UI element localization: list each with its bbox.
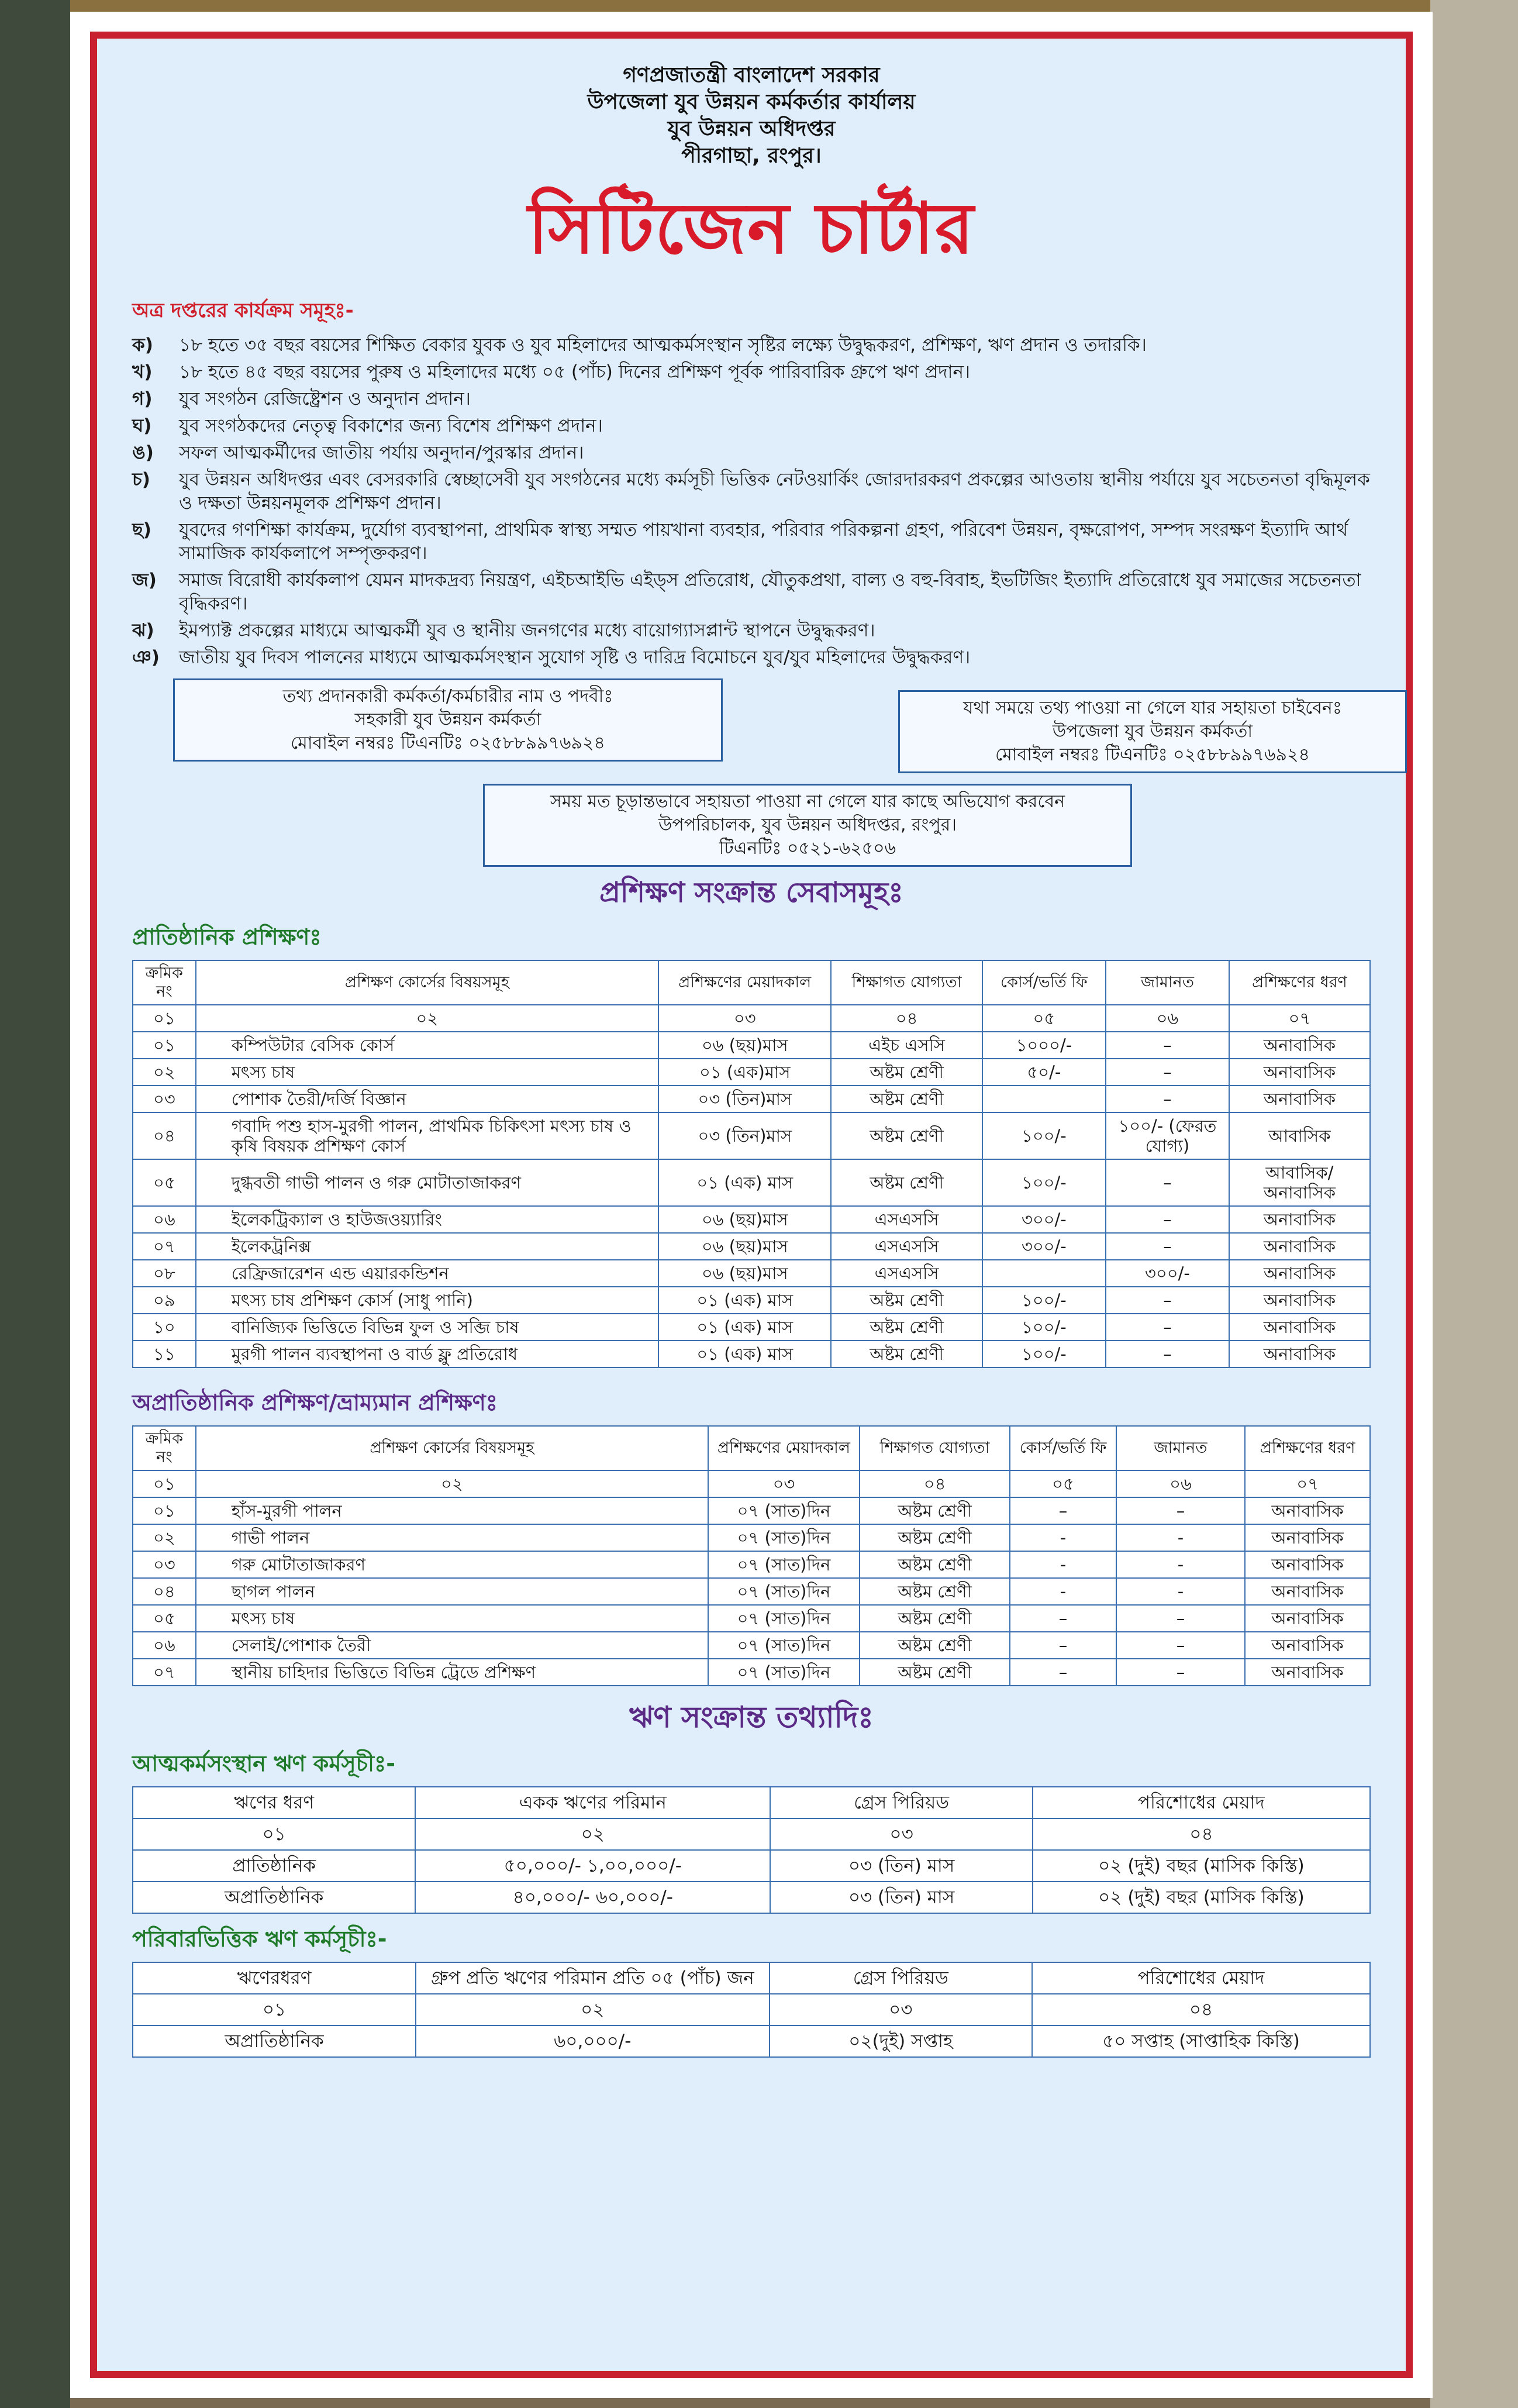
- assistance-line-2: উপজেলা যুব উন্নয়ন কর্মকর্তা: [1052, 721, 1253, 742]
- table-cell: পোশাক তৈরী/দর্জি বিজ্ঞান: [196, 1086, 658, 1112]
- activity-text: ১৮ হতে ৩৫ বছর বয়সের শিক্ষিত বেকার যুবক ও যুব মহিলাদের আত্মকর্মসংস্থান সৃষ্টির লক্ষ্যে উদ্বুদ্ধকরণ, প্রশিক্ষণ, ঋণ প্রদান ও তদারকি।: [179, 335, 1147, 356]
- activity-key: ঝ): [132, 620, 154, 641]
- table-cell: –: [1106, 1233, 1229, 1260]
- table-cell: ০২: [133, 1059, 196, 1086]
- info-officer-line-1: তথ্য প্রদানকারী কর্মকর্তা/কর্মচারীর নাম ও পদবীঃ: [282, 686, 613, 707]
- table-row: [133, 1112, 1370, 1159]
- table-cell: অনাবাসিক: [1229, 1260, 1370, 1287]
- table-cell: –: [1106, 1314, 1229, 1341]
- table-cell: অষ্টম শ্রেণী: [831, 1287, 982, 1314]
- self-employment-loan-table: [132, 1786, 1371, 1914]
- table-cell: ১০০/-: [982, 1341, 1106, 1367]
- table-cell: ০১ (এক) মাস: [658, 1314, 831, 1341]
- activity-item: [132, 360, 1371, 384]
- table-cell: অনাবাসিক: [1229, 1287, 1370, 1314]
- table-cell: –: [1106, 1159, 1229, 1206]
- activity-item: [132, 333, 1371, 357]
- table-header-row: [133, 1426, 1370, 1470]
- table-cell: ০১ (এক) মাস: [658, 1341, 831, 1367]
- table-cell: বানিজ্যিক ভিত্তিতে বিভিন্ন ফুল ও সব্জি চাষ: [196, 1314, 658, 1341]
- column-number: ০৩: [658, 1005, 831, 1032]
- activity-text: যুব সংগঠকদের নেতৃত্ব বিকাশের জন্য বিশেষ প্রশিক্ষণ প্রদান।: [179, 415, 603, 436]
- activities-heading: অত্র দপ্তরের কার্যক্রম সমূহঃ-: [132, 299, 354, 322]
- column-number-row: [133, 1994, 1370, 2025]
- wall-right-background: [1430, 0, 1518, 2408]
- column-header: ঋণের ধরণ: [133, 1787, 415, 1818]
- table-cell: মুরগী পালন ব্যবস্থাপনা ও বার্ড ফ্লু প্রতিরোধ: [196, 1341, 658, 1367]
- table-cell: -: [1010, 1551, 1116, 1578]
- table-cell: অনাবাসিক: [1229, 1314, 1370, 1341]
- table-cell: –: [1010, 1497, 1116, 1524]
- table-row: [133, 1605, 1370, 1632]
- header-line-2: উপজেলা যুব উন্নয়ন কর্মকর্তার কার্যালয়: [587, 90, 916, 114]
- table-cell: –: [1106, 1206, 1229, 1233]
- wall-left-background: [0, 0, 70, 2408]
- column-number: ০৪: [860, 1470, 1010, 1497]
- table-cell: ১০০/-: [982, 1112, 1106, 1159]
- table-cell: ০৭ (সাত)দিন: [708, 1659, 860, 1686]
- column-header: প্রশিক্ষণ কোর্সের বিষয়সমূহ: [196, 960, 658, 1005]
- table-row: [133, 1850, 1370, 1882]
- column-number: ০৩: [770, 1818, 1033, 1850]
- table-cell: এসএসসি: [831, 1206, 982, 1233]
- activity-item: [132, 414, 1371, 437]
- column-header: পরিশোধের মেয়াদ: [1032, 1962, 1370, 1994]
- table-cell: –: [1116, 1659, 1245, 1686]
- column-number: ০৫: [982, 1005, 1106, 1032]
- column-header: পরিশোধের মেয়াদ: [1033, 1787, 1370, 1818]
- family-loan-heading: পরিবারভিত্তিক ঋণ কর্মসূচীঃ-: [132, 1926, 387, 1952]
- table-header-row: [133, 960, 1370, 1005]
- activities-list: [132, 333, 1371, 669]
- table-cell: হাঁস-মুরগী পালন: [196, 1497, 708, 1524]
- column-number: ০২: [415, 1818, 770, 1850]
- activity-text: যুবদের গণশিক্ষা কার্যক্রম, দুর্যোগ ব্যবস্থাপনা, প্রাথমিক স্বাস্থ্য সম্মত পায়খানা ব্যবহার, পরিবার পরিকল্পনা গ্রহণ, পরিবেশ উন্নয়ন, বৃক্ষরোপণ, সম্পদ সংরক্ষণ ইত্যাদি আর্থ সামাজিক কার্যকলাপে সম্পৃক্তকরণ।: [179, 519, 1348, 564]
- table-cell: ১০: [133, 1314, 196, 1341]
- table-row: [133, 1524, 1370, 1551]
- info-officer-line-2: সহকারী যুব উন্নয়ন কর্মকর্তা: [354, 709, 541, 730]
- table-cell: আবাসিক/অনাবাসিক: [1229, 1159, 1370, 1206]
- table-row: [133, 1159, 1370, 1206]
- table-cell: [982, 1260, 1106, 1287]
- column-header: ক্রমিক নং: [133, 960, 196, 1005]
- table-cell: ১০০০/-: [982, 1032, 1106, 1059]
- table-cell: মৎস্য চাষ প্রশিক্ষণ কোর্স (সাধু পানি): [196, 1287, 658, 1314]
- column-number: ০৬: [1116, 1470, 1245, 1497]
- table-cell: ০৬ (ছয়)মাস: [658, 1233, 831, 1260]
- table-cell: সেলাই/পোশাক তৈরী: [196, 1632, 708, 1659]
- table-cell: অষ্টম শ্রেণী: [860, 1578, 1010, 1605]
- activity-text: সফল আত্মকর্মীদের জাতীয় পর্যায় অনুদান/পুরস্কার প্রদান।: [179, 442, 584, 463]
- column-header: শিক্ষাগত যোগ্যতা: [860, 1426, 1010, 1470]
- info-officer-line-3: মোবাইল নম্বরঃ টিএনটিঃ ০২৫৮৮৯৯৭৬৯২৪: [291, 733, 605, 753]
- table-cell: –: [1106, 1059, 1229, 1086]
- table-cell: ৪০,০০০/- ৬০,০০০/-: [415, 1882, 770, 1913]
- table-cell: গবাদি পশু হাস-মুরগী পালন, প্রাথমিক চিকিৎসা মৎস্য চাষ ও কৃষি বিষয়ক প্রশিক্ষণ কোর্স: [196, 1112, 658, 1159]
- table-cell: অষ্টম শ্রেণী: [831, 1314, 982, 1341]
- column-number: ০৪: [1032, 1994, 1370, 2025]
- column-number: ০২: [416, 1994, 770, 2025]
- table-cell: -: [1116, 1578, 1245, 1605]
- table-cell: –: [1010, 1632, 1116, 1659]
- table-cell: ০২ (দুই) বছর (মাসিক কিস্তি): [1033, 1882, 1370, 1913]
- table-row: [133, 1632, 1370, 1659]
- column-number: ০১: [133, 1818, 415, 1850]
- table-cell: ০৬: [133, 1206, 196, 1233]
- column-number: ০৪: [831, 1005, 982, 1032]
- table-cell: ০৭ (সাত)দিন: [708, 1578, 860, 1605]
- table-cell: ইলেকট্রনিক্স: [196, 1233, 658, 1260]
- column-number: ০৩: [770, 1994, 1032, 2025]
- table-cell: –: [1106, 1086, 1229, 1112]
- table-cell: ৩০০/-: [982, 1233, 1106, 1260]
- activity-item: [132, 646, 1371, 669]
- table-cell: অষ্টম শ্রেণী: [860, 1605, 1010, 1632]
- table-cell: ০৩: [133, 1086, 196, 1112]
- table-row: [133, 1287, 1370, 1314]
- column-number: ০৩: [708, 1470, 860, 1497]
- column-number-row: [133, 1470, 1370, 1497]
- column-number: ০১: [133, 1994, 416, 2025]
- assistance-officer-box: [898, 690, 1407, 773]
- table-row: [133, 1260, 1370, 1287]
- table-cell: অষ্টম শ্রেণী: [860, 1524, 1010, 1551]
- table-cell: অষ্টম শ্রেণী: [831, 1086, 982, 1112]
- table-cell: –: [1010, 1605, 1116, 1632]
- activity-key: ঘ): [132, 415, 152, 436]
- table-cell: ৫০/-: [982, 1059, 1106, 1086]
- column-number: ০৫: [1010, 1470, 1116, 1497]
- column-number: ০২: [196, 1005, 658, 1032]
- table-cell: অনাবাসিক: [1245, 1578, 1370, 1605]
- table-cell: কম্পিউটার বেসিক কোর্স: [196, 1032, 658, 1059]
- column-header: শিক্ষাগত যোগ্যতা: [831, 960, 982, 1005]
- table-cell: অনাবাসিক: [1245, 1524, 1370, 1551]
- column-header: জামানত: [1116, 1426, 1245, 1470]
- table-cell: অনাবাসিক: [1229, 1086, 1370, 1112]
- header-line-4: পীরগাছা, রংপুর।: [681, 144, 822, 168]
- institutional-heading: প্রাতিষ্ঠানিক প্রশিক্ষণঃ: [132, 924, 322, 950]
- activity-key: ঙ): [132, 442, 154, 463]
- table-cell: ০৬: [133, 1632, 196, 1659]
- table-cell: [982, 1086, 1106, 1112]
- table-cell: ৫০ সপ্তাহ (সাপ্তাহিক কিস্তি): [1032, 2025, 1370, 2057]
- table-cell: ০১ (এক)মাস: [658, 1059, 831, 1086]
- table-cell: –: [1106, 1287, 1229, 1314]
- activity-key: ক): [132, 335, 153, 356]
- column-header: জামানত: [1106, 960, 1229, 1005]
- table-cell: ০৭ (সাত)দিন: [708, 1632, 860, 1659]
- table-cell: অষ্টম শ্রেণী: [831, 1112, 982, 1159]
- column-header: প্রশিক্ষণের ধরণ: [1229, 960, 1370, 1005]
- header: [132, 62, 1371, 170]
- assistance-line-1: যথা সময়ে তথ্য পাওয়া না গেলে যার সহায়তা চাইবেনঃ: [963, 698, 1342, 718]
- table-cell: এসএসসি: [831, 1260, 982, 1287]
- table-cell: ০৯: [133, 1287, 196, 1314]
- column-number: ০১: [133, 1005, 196, 1032]
- column-header: কোর্স/ভর্তি ফি: [1010, 1426, 1116, 1470]
- table-cell: ৩০০/-: [982, 1206, 1106, 1233]
- table-cell: -: [1116, 1524, 1245, 1551]
- table-cell: ০৭: [133, 1233, 196, 1260]
- citizen-charter-banner: [70, 12, 1433, 2398]
- activity-key: ছ): [132, 519, 151, 540]
- table-row: [133, 1086, 1370, 1112]
- table-header-row: [133, 1962, 1370, 1994]
- table-cell: ০৭: [133, 1659, 196, 1686]
- table-cell: –: [1010, 1659, 1116, 1686]
- complaint-line-2: উপপরিচালক, যুব উন্নয়ন অধিদপ্তর, রংপুর।: [658, 815, 957, 835]
- activity-text: সমাজ বিরোধী কার্যকলাপ যেমন মাদকদ্রব্য নিয়ন্ত্রণ, এইচআইভি এইড্স প্রতিরোধ, যৌতুকপ্রথা, বাল্য ও বহু-বিবাহ, ইভটিজিং ইত্যাদি প্রতিরোধে যুব সমাজের সচেতনতা বৃদ্ধিকরণ।: [179, 570, 1361, 614]
- table-cell: ০৪: [133, 1578, 196, 1605]
- activity-item: [132, 468, 1371, 515]
- activity-text: ১৮ হতে ৪৫ বছর বয়সের পুরুষ ও মহিলাদের মধ্যে ০৫ (পাঁচ) দিনের প্রশিক্ষণ পূর্বক পারিবারিক গ্রুপে ঋণ প্রদান।: [179, 361, 971, 383]
- table-cell: অপ্রাতিষ্ঠানিক: [133, 2025, 416, 2057]
- table-cell: ০৬ (ছয়)মাস: [658, 1260, 831, 1287]
- table-row: [133, 1233, 1370, 1260]
- table-cell: অনাবাসিক: [1229, 1206, 1370, 1233]
- table-cell: ৬০,০০০/-: [416, 2025, 770, 2057]
- table-row: [133, 1314, 1370, 1341]
- institutional-training-table: [132, 960, 1371, 1368]
- header-line-3: যুব উন্নয়ন অধিদপ্তর: [667, 117, 836, 141]
- table-cell: -: [1010, 1578, 1116, 1605]
- table-cell: অনাবাসিক: [1229, 1059, 1370, 1086]
- table-cell: অনাবাসিক: [1245, 1632, 1370, 1659]
- column-header: প্রশিক্ষণের মেয়াদকাল: [658, 960, 831, 1005]
- column-header: গ্রেস পিরিয়ড: [770, 1962, 1032, 1994]
- table-cell: গাভী পালন: [196, 1524, 708, 1551]
- table-cell: ০১: [133, 1032, 196, 1059]
- table-cell: অষ্টম শ্রেণী: [860, 1659, 1010, 1686]
- table-cell: অনাবাসিক: [1245, 1659, 1370, 1686]
- complaint-line-1: সময় মত চূড়ান্তভাবে সহায়তা পাওয়া না গেলে যার কাছে অভিযোগ করবেন: [550, 791, 1065, 812]
- complaint-line-3: টিএনটিঃ ০৫২১-৬২৫০৬: [719, 838, 896, 859]
- table-cell: –: [1116, 1605, 1245, 1632]
- activity-item: [132, 518, 1371, 565]
- column-header: গ্রুপ প্রতি ঋণের পরিমান প্রতি ০৫ (পাঁচ) জন: [416, 1962, 770, 1994]
- table-cell: ০৮: [133, 1260, 196, 1287]
- column-number-row: [133, 1818, 1370, 1850]
- table-row: [133, 2025, 1370, 2057]
- table-cell: ০২: [133, 1524, 196, 1551]
- column-number: ০৭: [1245, 1470, 1370, 1497]
- header-line-1: গণপ্রজাতন্ত্রী বাংলাদেশ সরকার: [623, 63, 880, 87]
- activity-item: [132, 441, 1371, 464]
- column-number: ০৬: [1106, 1005, 1229, 1032]
- table-cell: অষ্টম শ্রেণী: [860, 1497, 1010, 1524]
- column-number: ০৪: [1033, 1818, 1370, 1850]
- table-cell: –: [1106, 1341, 1229, 1367]
- table-cell: অনাবাসিক: [1229, 1032, 1370, 1059]
- activity-text: জাতীয় যুব দিবস পালনের মাধ্যমে আত্মকর্মসংস্থান সুযোগ সৃষ্টি ও দারিদ্র বিমোচনে যুব/যুব মহিলাদের উদ্বুদ্ধকরণ।: [179, 647, 971, 668]
- table-cell: ০৩ (তিন) মাস: [770, 1882, 1033, 1913]
- activity-key: জ): [132, 570, 157, 591]
- table-cell: –: [1116, 1632, 1245, 1659]
- table-cell: ১১: [133, 1341, 196, 1367]
- non-institutional-training-table: [132, 1425, 1371, 1686]
- info-officer-box: [173, 678, 723, 762]
- activity-key: ঞ): [132, 647, 160, 668]
- table-cell: অষ্টম শ্রেণী: [860, 1551, 1010, 1578]
- table-row: [133, 1578, 1370, 1605]
- column-header: একক ঋণের পরিমান: [415, 1787, 770, 1818]
- table-cell: অনাবাসিক: [1245, 1497, 1370, 1524]
- table-cell: ০৬ (ছয়)মাস: [658, 1032, 831, 1059]
- table-row: [133, 1551, 1370, 1578]
- table-cell: মৎস্য চাষ: [196, 1605, 708, 1632]
- table-cell: অনাবাসিক: [1245, 1605, 1370, 1632]
- loan-title: ঋণ সংক্রান্ত তথ্যাদিঃ: [629, 1700, 874, 1734]
- self-employment-loan-heading: আত্মকর্মসংস্থান ঋণ কর্মসূচীঃ-: [132, 1751, 396, 1776]
- table-cell: প্রাতিষ্ঠানিক: [133, 1850, 415, 1882]
- table-cell: ০৭ (সাত)দিন: [708, 1497, 860, 1524]
- table-cell: ০২(দুই) সপ্তাহ: [770, 2025, 1032, 2057]
- non-institutional-heading: অপ্রাতিষ্ঠানিক প্রশিক্ষণ/ভ্রাম্যমান প্রশিক্ষণঃ: [132, 1390, 498, 1415]
- column-number-row: [133, 1005, 1370, 1032]
- table-cell: রেফ্রিজারেশন এন্ড এয়ারকন্ডিশন: [196, 1260, 658, 1287]
- table-cell: আবাসিক: [1229, 1112, 1370, 1159]
- table-cell: ০১: [133, 1497, 196, 1524]
- complaint-box: [483, 784, 1132, 867]
- table-cell: মৎস্য চাষ: [196, 1059, 658, 1086]
- column-number: ০২: [196, 1470, 708, 1497]
- table-row: [133, 1659, 1370, 1686]
- table-cell: ০৭ (সাত)দিন: [708, 1524, 860, 1551]
- table-cell: ০৪: [133, 1112, 196, 1159]
- table-cell: ০৩ (তিন) মাস: [770, 1850, 1033, 1882]
- table-cell: অপ্রাতিষ্ঠানিক: [133, 1882, 415, 1913]
- table-cell: ১০০/- (ফেরত যোগ্য): [1106, 1112, 1229, 1159]
- table-cell: এসএসসি: [831, 1233, 982, 1260]
- table-cell: ০২ (দুই) বছর (মাসিক কিস্তি): [1033, 1850, 1370, 1882]
- table-cell: ইলেকট্রিক্যাল ও হাউজওয়্যারিং: [196, 1206, 658, 1233]
- table-row: [133, 1206, 1370, 1233]
- table-row: [133, 1882, 1370, 1913]
- table-cell: ০৬ (ছয়)মাস: [658, 1206, 831, 1233]
- table-cell: ০৭ (সাত)দিন: [708, 1551, 860, 1578]
- activity-key: গ): [132, 388, 153, 409]
- column-header: ঋণেরধরণ: [133, 1962, 416, 1994]
- column-header: ক্রমিক নং: [133, 1426, 196, 1470]
- assistance-line-3: মোবাইল নম্বরঃ টিএনটিঃ ০২৫৮৮৯৯৭৬৯২৪: [995, 745, 1310, 765]
- table-cell: ১০০/-: [982, 1287, 1106, 1314]
- table-cell: –: [1116, 1497, 1245, 1524]
- table-cell: -: [1010, 1524, 1116, 1551]
- table-cell: ০১ (এক) মাস: [658, 1159, 831, 1206]
- column-header: কোর্স/ভর্তি ফি: [982, 960, 1106, 1005]
- banner-frame: [90, 32, 1413, 2378]
- column-header: প্রশিক্ষণের মেয়াদকাল: [708, 1426, 860, 1470]
- table-header-row: [133, 1787, 1370, 1818]
- table-cell: ০৫: [133, 1159, 196, 1206]
- column-header: গ্রেস পিরিয়ড: [770, 1787, 1033, 1818]
- table-cell: ০৩ (তিন)মাস: [658, 1112, 831, 1159]
- activity-text: যুব সংগঠন রেজিষ্ট্রেশন ও অনুদান প্রদান।: [179, 388, 471, 409]
- column-number: ০৭: [1229, 1005, 1370, 1032]
- family-loan-table: [132, 1962, 1371, 2058]
- services-title: প্রশিক্ষণ সংক্রান্ত সেবাসমূহঃ: [599, 876, 903, 909]
- table-cell: অষ্টম শ্রেণী: [860, 1632, 1010, 1659]
- table-cell: ০৩ (তিন)মাস: [658, 1086, 831, 1112]
- table-cell: ০১ (এক) মাস: [658, 1287, 831, 1314]
- activity-key: চ): [132, 469, 150, 490]
- table-cell: স্থানীয় চাহিদার ভিত্তিতে বিভিন্ন ট্রেডে প্রশিক্ষণ: [196, 1659, 708, 1686]
- table-cell: অনাবাসিক: [1229, 1233, 1370, 1260]
- table-cell: ১০০/-: [982, 1314, 1106, 1341]
- table-row: [133, 1497, 1370, 1524]
- column-header: প্রশিক্ষণের ধরণ: [1245, 1426, 1370, 1470]
- page-title: সিটিজেন চার্টার: [527, 188, 975, 270]
- table-cell: ০৩: [133, 1551, 196, 1578]
- table-cell: ০৫: [133, 1605, 196, 1632]
- table-cell: –: [1106, 1032, 1229, 1059]
- table-cell: গরু মোটাতাজাকরণ: [196, 1551, 708, 1578]
- table-cell: ১০০/-: [982, 1159, 1106, 1206]
- table-cell: -: [1116, 1551, 1245, 1578]
- column-number: ০১: [133, 1470, 196, 1497]
- activity-text: যুব উন্নয়ন অধিদপ্তর এবং বেসরকারি স্বেচ্ছাসেবী যুব সংগঠনের মধ্যে কর্মসূচী ভিত্তিক নেটওয়ার্কিং জোরদারকরণ প্রকল্পের আওতায় স্থানীয় পর্যায়ে যুব সচেতনতা বৃদ্ধিমূলক ও দক্ষতা উন্নয়নমূলক প্রশিক্ষণ প্রদান।: [179, 469, 1370, 514]
- table-cell: অনাবাসিক: [1229, 1341, 1370, 1367]
- column-header: প্রশিক্ষণ কোর্সের বিষয়সমূহ: [196, 1426, 708, 1470]
- table-cell: অষ্টম শ্রেণী: [831, 1159, 982, 1206]
- table-cell: অষ্টম শ্রেণী: [831, 1341, 982, 1367]
- table-cell: দুগ্ধবতী গাভী পালন ও গরু মোটাতাজাকরণ: [196, 1159, 658, 1206]
- table-cell: এইচ এসসি: [831, 1032, 982, 1059]
- table-row: [133, 1032, 1370, 1059]
- table-row: [133, 1341, 1370, 1367]
- activity-item: [132, 387, 1371, 411]
- table-cell: ছাগল পালন: [196, 1578, 708, 1605]
- activity-text: ইমপ্যাক্ট প্রকল্পের মাধ্যমে আত্মকর্মী যুব ও স্থানীয় জনগণের মধ্যে বায়োগ্যাসপ্লান্ট স্থাপনে উদ্বুদ্ধকরণ।: [179, 620, 875, 641]
- table-cell: অনাবাসিক: [1245, 1551, 1370, 1578]
- table-row: [133, 1059, 1370, 1086]
- table-cell: ৩০০/-: [1106, 1260, 1229, 1287]
- activity-item: [132, 569, 1371, 615]
- activity-item: [132, 619, 1371, 642]
- table-cell: ০৭ (সাত)দিন: [708, 1605, 860, 1632]
- table-cell: অষ্টম শ্রেণী: [831, 1059, 982, 1086]
- activity-key: খ): [132, 361, 153, 383]
- info-boxes: [132, 678, 1371, 866]
- table-cell: ৫০,০০০/- ১,০০,০০০/-: [415, 1850, 770, 1882]
